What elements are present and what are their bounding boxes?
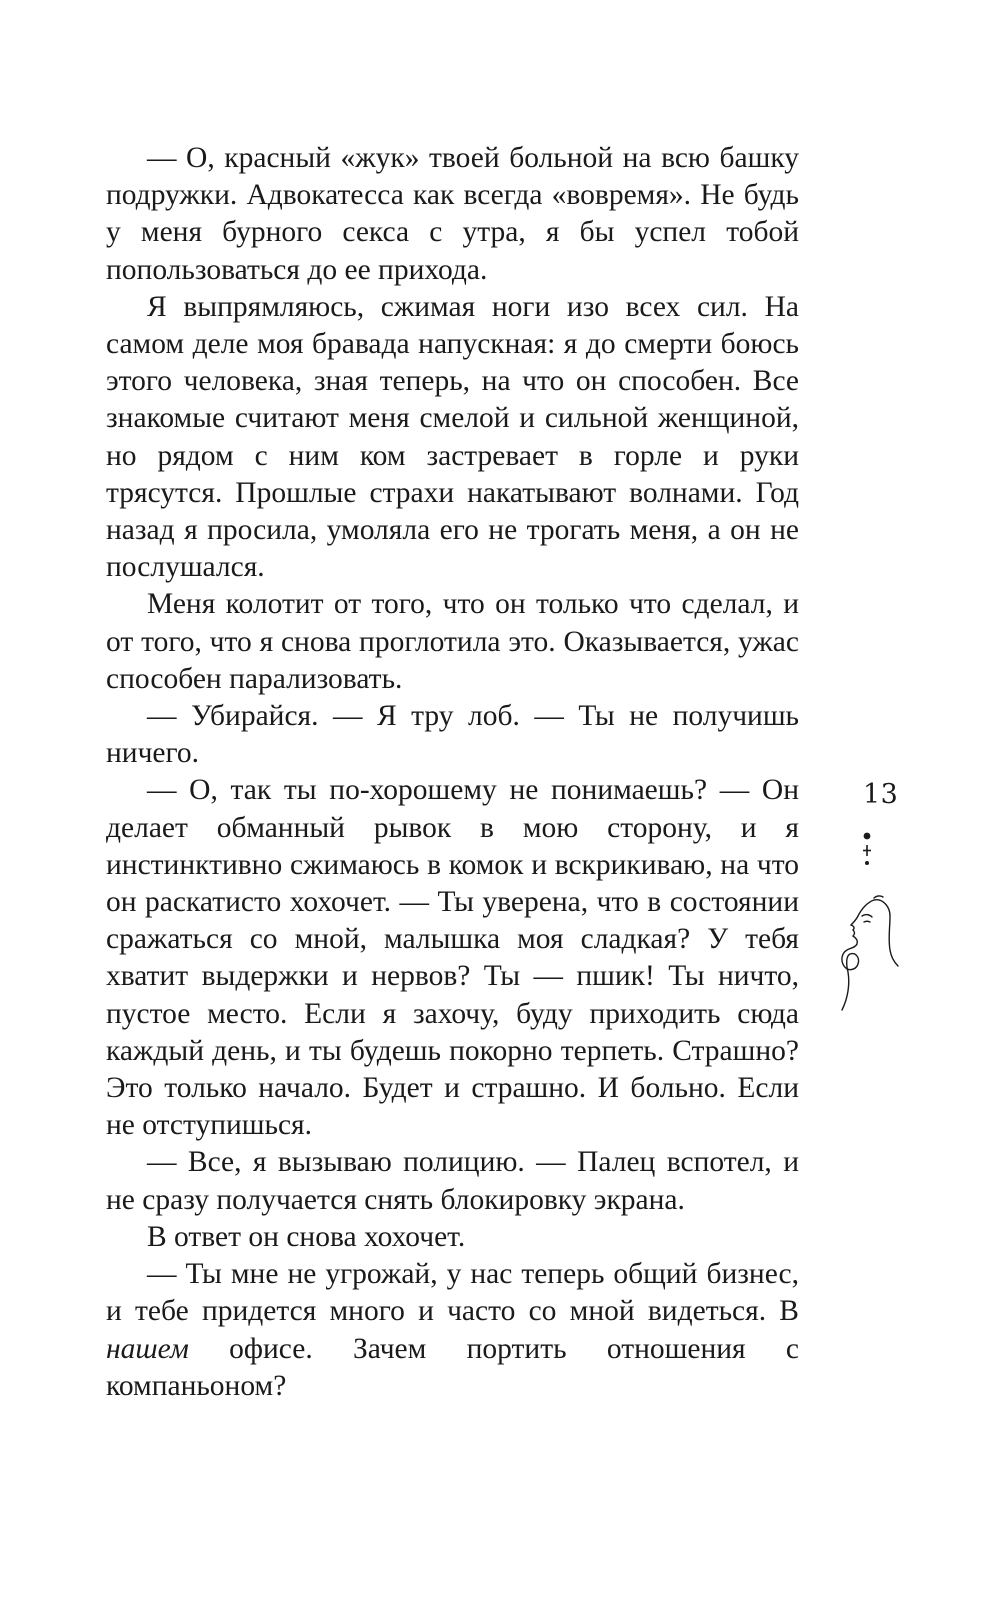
paragraph xyxy=(106,1256,799,1405)
emphasis-text: нашем xyxy=(106,1332,189,1365)
body-text xyxy=(106,140,799,1405)
line-art-face-icon xyxy=(828,892,908,1032)
page-number: 13 xyxy=(863,779,899,810)
paragraph: В ответ он снова хохочет. xyxy=(147,1220,466,1253)
paragraph-text: — Ты мне не угрожай, у нас теперь общий бизнес, и тебе придется много и часто со мной видеться. В xyxy=(106,1258,799,1328)
three-dots-ornament-icon xyxy=(850,830,890,890)
paragraph: Меня колотит от того, что он только что сделал, и от того, что я снова проглотила это. Оказывается, ужас способен парализовать. xyxy=(106,588,799,695)
paragraph: — Убирайся. — Я тру лоб. — Ты не получишь ничего. xyxy=(106,700,799,770)
paragraph: — Все, я вызываю полицию. — Палец вспотел, и не сразу получается снять блокировку экрана. xyxy=(106,1146,799,1216)
paragraph: — О, красный «жук» твоей больной на всю башку подружки. Адвокатесса как всегда «вовремя». Не будь у меня бурного секса с утра, я бы успел тобой попользоваться до ее прихода. xyxy=(106,142,799,286)
paragraph: Я выпрямляюсь, сжимая ноги изо всех сил. На самом деле моя бравада напускная: я до смерти боюсь этого человека, зная теперь, на что он способен. Все знакомые считают меня смелой и сильной женщиной, но рядом с ним ком застревает в горле и руки трясутся. Прошлые страхи накатывают волнами. Год назад я просила, умоляла его не трогать меня, а он не послушался. xyxy=(106,290,799,584)
paragraph: — О, так ты по-хорошему не понимаешь? — Он делает обманный рывок в мою сторону, и я инстинктивно сжимаюсь в комок и вскрикиваю, на что он раскатисто хохочет. — Ты уверена, что в состоянии сражаться со мной, малышка моя сладкая? У тебя хватит выдержки и нервов? Ты — пшик! Ты ничто, пустое место. Если я захочу, буду приходить сюда каждый день, и ты будешь покорно терпеть. Страшно? Это только начало. Будет и страшно. И больно. Если не отступишься. xyxy=(106,774,799,1142)
paragraph-text: офисе. Зачем портить отношения с компаньоном? xyxy=(106,1332,799,1402)
